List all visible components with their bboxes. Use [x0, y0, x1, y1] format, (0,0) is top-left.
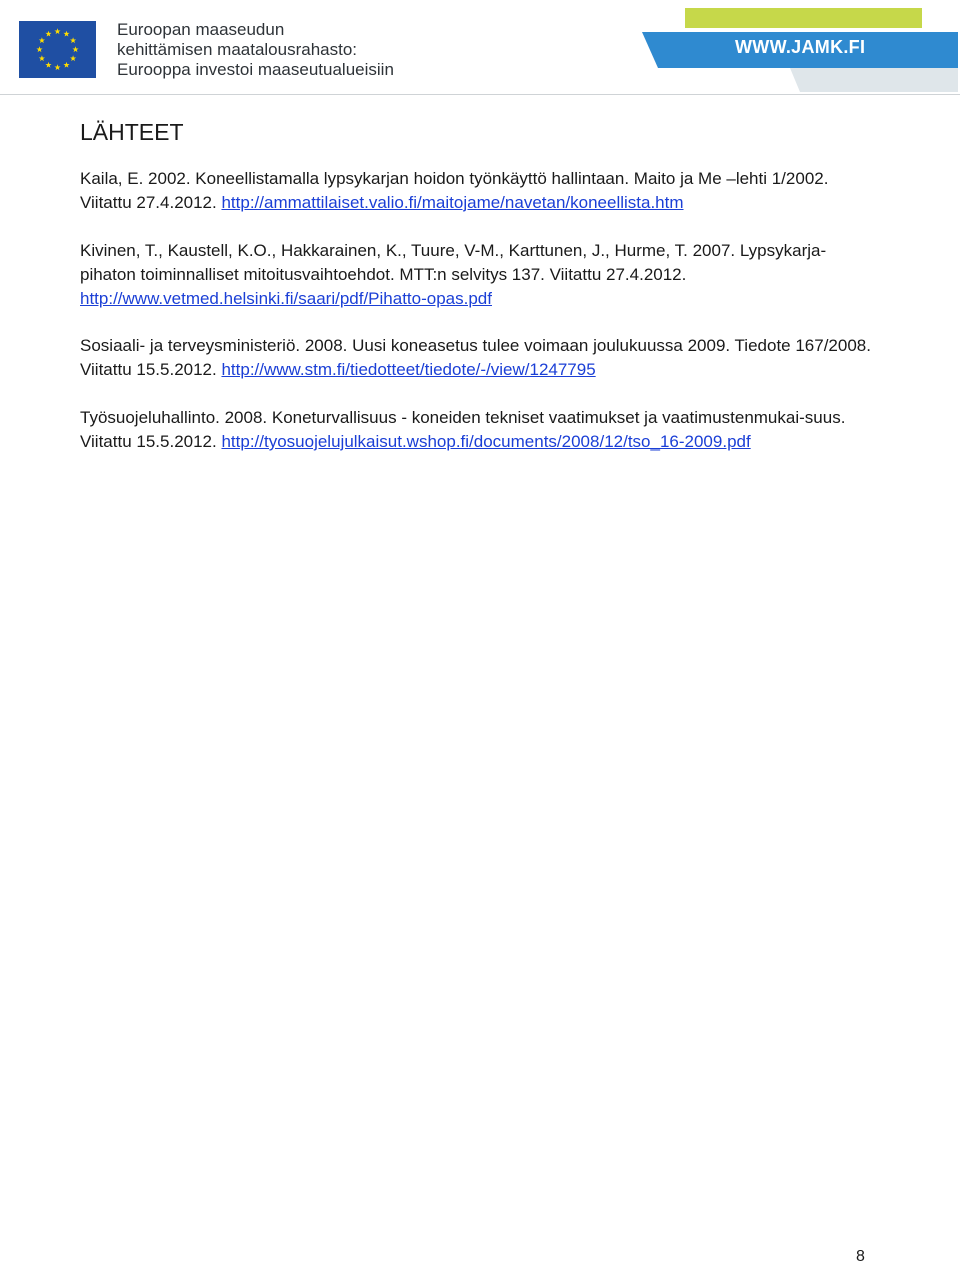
reference-item: [80, 334, 880, 382]
reference-text: Työsuojeluhallinto. 2008. Koneturvallisuus - koneiden tekniset vaatimukset ja vaatimustenmukai-suus. Viitattu 15.5.2012.: [80, 408, 846, 451]
eu-flag-icon: [19, 21, 96, 78]
eu-fund-text: [117, 20, 394, 80]
reference-link[interactable]: http://tyosuojelujulkaisut.wshop.fi/documents/2008/12/tso_16-2009.pdf: [221, 432, 751, 451]
reference-item: [80, 239, 880, 311]
jamk-url-label[interactable]: WWW.JAMK.FI: [735, 37, 866, 57]
reference-text: Kivinen, T., Kaustell, K.O., Hakkarainen, K., Tuure, V-M., Karttunen, J., Hurme, T. 2007. Lypsykarja-pihaton toiminnalliset mitoitusvaihtoehdot. MTT:n selvitys 137. Viitattu 27.4.2012.: [80, 241, 827, 284]
eu-text-line-3: Eurooppa investoi maaseutualueisiin: [117, 60, 394, 79]
reference-link[interactable]: http://ammattilaiset.valio.fi/maitojame/navetan/koneellista.htm: [221, 193, 684, 212]
page-header: [0, 0, 960, 96]
reference-item: [80, 167, 880, 215]
page-title: LÄHTEET: [80, 119, 184, 145]
reference-link[interactable]: http://www.vetmed.helsinki.fi/saari/pdf/Pihatto-opas.pdf: [80, 289, 492, 308]
reference-text: Sosiaali- ja terveysministeriö. 2008. Uusi koneasetus tulee voimaan joulukuussa 2009. Tiedote 167/2008. Viitattu 15.5.2012.: [80, 336, 871, 379]
reference-list: [80, 167, 880, 478]
header-divider: [0, 94, 960, 95]
page-number: 8: [856, 1248, 865, 1265]
eu-text-line-2: kehittämisen maatalousrahasto:: [117, 40, 358, 59]
reference-link[interactable]: http://www.stm.fi/tiedotteet/tiedote/-/view/1247795: [221, 360, 596, 379]
reference-item: [80, 406, 880, 454]
eu-text-line-1: Euroopan maaseudun: [117, 20, 285, 39]
reference-text: Kaila, E. 2002. Koneellistamalla lypsykarjan hoidon työnkäyttö hallintaan. Maito ja Me –lehti 1/2002. Viitattu 27.4.2012.: [80, 169, 829, 212]
